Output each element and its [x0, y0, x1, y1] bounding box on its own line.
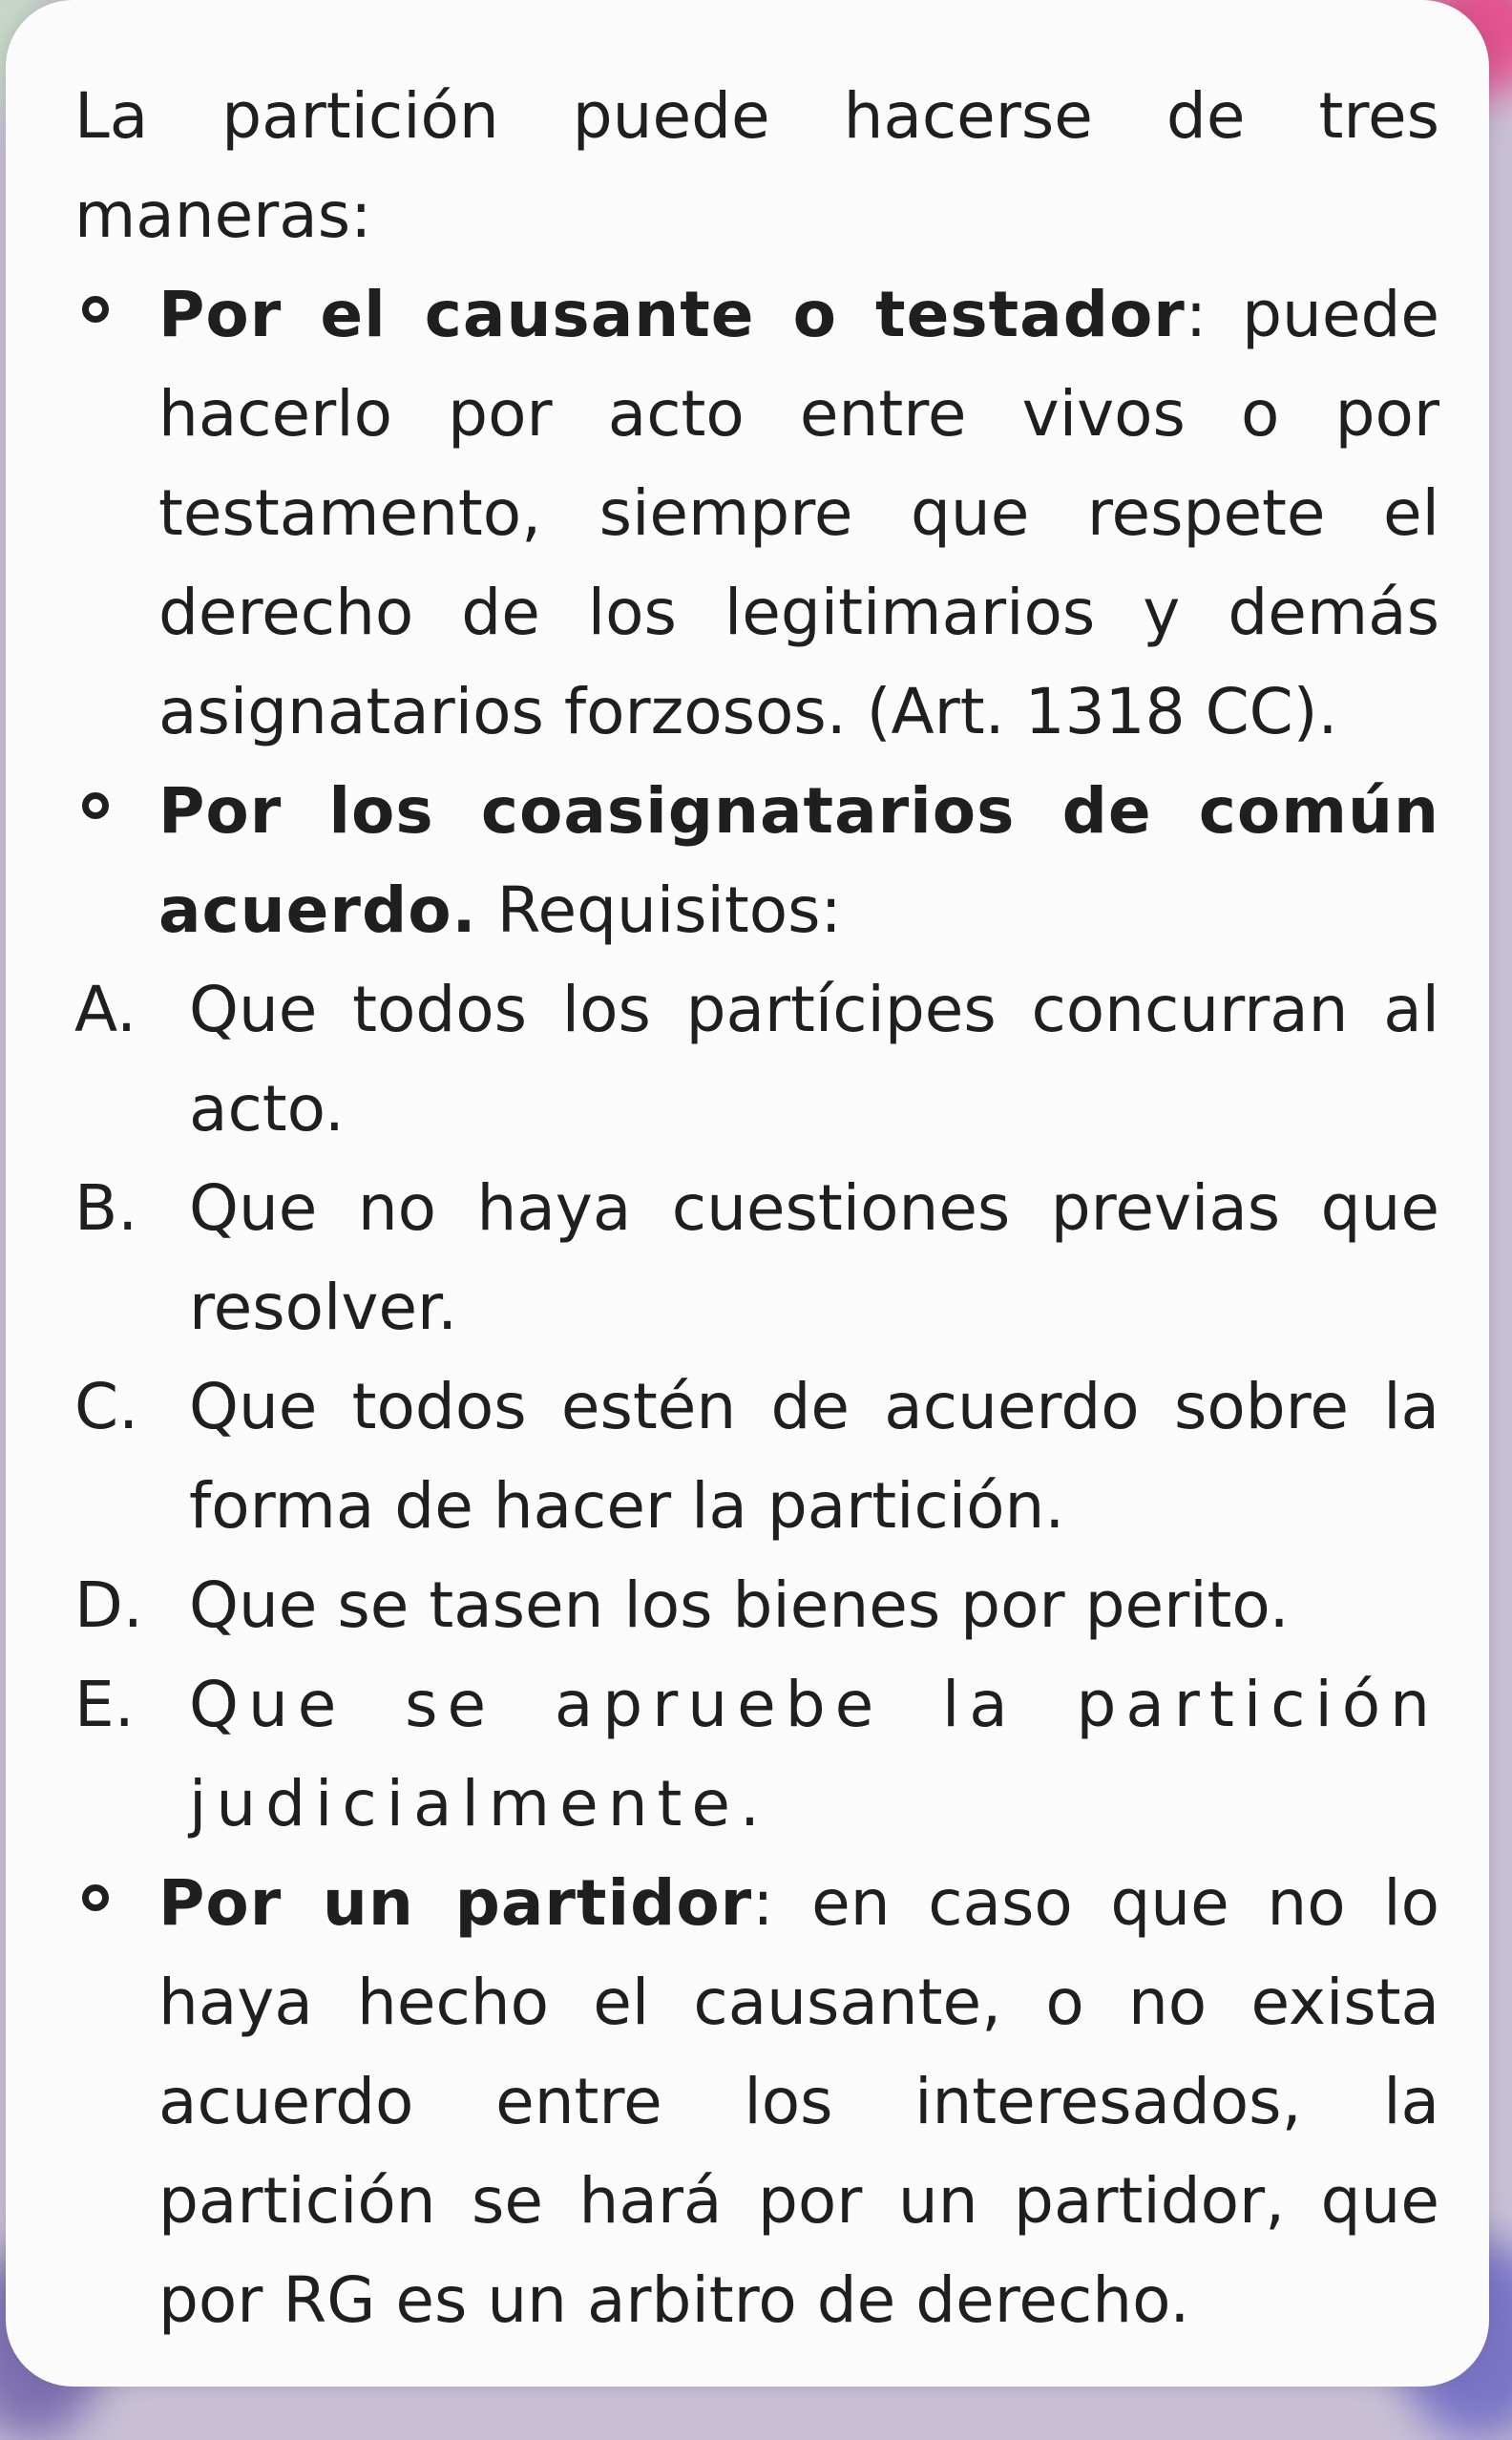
- requirement-text: Que no haya cuestiones previas que resolver.: [189, 1171, 1439, 1344]
- flashcard: [6, 0, 1489, 2387]
- bullet-separator: :: [1185, 278, 1243, 351]
- requirement-a: [74, 960, 1439, 1159]
- bullet-partidor: [74, 1854, 1439, 2350]
- bullet-text: puede hacerlo por acto entre vivos o por testamento, siempre que respete el derecho de los legitimarios y demás asignatarios forzosos. (Art. 1318 CC).: [158, 278, 1439, 748]
- card-content: [74, 67, 1439, 2350]
- bullet-text: en caso que no lo haya hecho el causante, o no exista acuerdo entre los interesados, la partición se hará por un partidor, que por RG es un arbitro de derecho.: [158, 1866, 1439, 2337]
- bullet-separator: [477, 873, 497, 947]
- requirement-letter: B.: [74, 1171, 138, 1245]
- circle-bullet-icon: [82, 792, 109, 819]
- requirement-letter: A.: [74, 973, 136, 1046]
- intro-text: La partición puede hacerse de tres maneras:: [74, 79, 1439, 252]
- circle-bullet-icon: [82, 296, 109, 323]
- bullet-coasignatarios: [74, 762, 1439, 960]
- requirement-d: [74, 1556, 1439, 1655]
- requirement-text: Que se tasen los bienes por perito.: [189, 1568, 1290, 1642]
- requirement-b: [74, 1159, 1439, 1357]
- bullet-title: Por los coasignatarios de común acuerdo.: [158, 774, 1439, 947]
- requirement-letter: D.: [74, 1568, 143, 1642]
- requirement-text: Que todos los partícipes concurran al acto.: [189, 973, 1439, 1146]
- bullet-title: Por un partidor: [158, 1866, 753, 1940]
- requirement-letter: C.: [74, 1370, 139, 1443]
- requirement-text: Que todos estén de acuerdo sobre la forma de hacer la partición.: [189, 1370, 1439, 1543]
- requirement-letter: E.: [74, 1668, 135, 1741]
- circle-bullet-icon: [82, 1884, 109, 1911]
- requirement-text: Que se apruebe la partición judicialmente.: [189, 1668, 1439, 1841]
- bullet-causante: [74, 265, 1439, 762]
- requirement-c: [74, 1357, 1439, 1556]
- bullet-text: Requisitos:: [496, 873, 842, 947]
- bullet-separator: :: [752, 1866, 812, 1940]
- bullet-title: Por el causante o testador: [158, 278, 1186, 351]
- requirement-e: [74, 1655, 1439, 1854]
